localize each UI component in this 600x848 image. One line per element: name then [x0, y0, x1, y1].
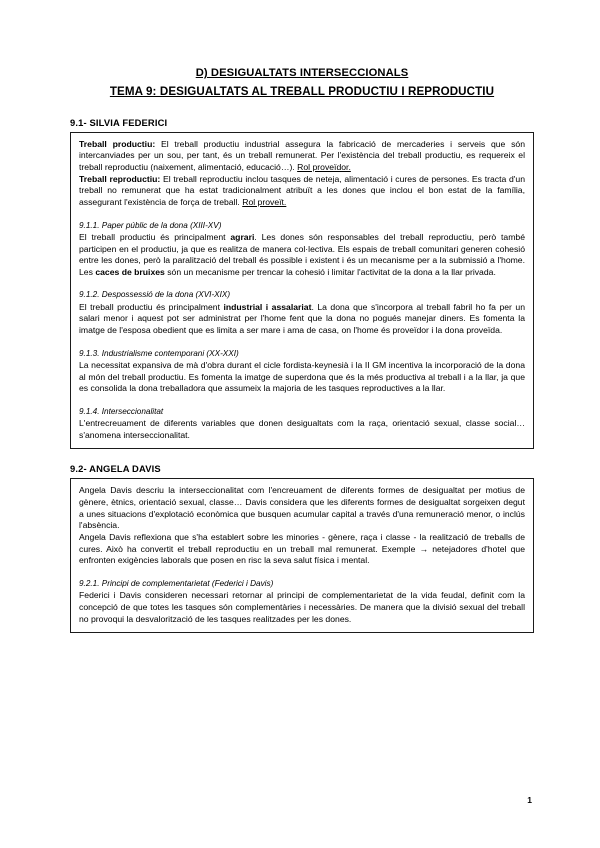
davis-paragraph-1: Angela Davis descriu la interseccionalitat com l'encreuament de diferents formes de desigualtat per motius de gènere, ètnics, orientació sexual, classe… Davis considera que les diferents formes de desigualtat sorgeixen degut a unes situacions d'explotació econòmica que busquen acumular capital a través d'una remuneració menor, o inclús l'absència. — [79, 485, 525, 531]
definition-productiu-underlined: Rol proveïdor. — [297, 162, 351, 173]
subsection-title-9-1-2: 9.1.2. Despossessió de la dona (XVI-XIX) — [79, 290, 231, 300]
subsection-9-1-1-bold-1: agrari — [230, 231, 255, 242]
subsection-body-9-2-1: Federici i Davis consideren necessari retornar al principi de complementarietat de la vida feudal, definit com la concepció de que totes les tasques són complementàries i necessàries. De manera que la divisió sexual del treball no provoqui la desvalorització de les tasques realitzades per les dones. — [79, 590, 525, 624]
section-heading-federici: 9.1- SILVIA FEDERICI — [70, 116, 168, 128]
subsection-body-9-1-1 — [79, 232, 525, 279]
document-title-line-2 — [70, 84, 534, 100]
davis-content-box — [70, 478, 534, 633]
subsection-9-1-2-text-2: . La dona que s'incorpora al treball fabril ho fa per un salari menor i aquest pot ser administrat per l'home fent que la dona no pogués manejar diners. Es fomenta la imatge de l'esposa obedient que es limita a ser mare i ama de casa, on l'home és proveïdor i la dona proveïda. — [79, 301, 525, 336]
definition-productiu-text: El treball productiu industrial assegura la fabricació de mercaderies i serveis que són intercanviades per un sou, per tant, és un treball remunerat. Per l'existència del treball productiu, es requereix el treball reproductiu (naixement, alimentació, educació…). — [79, 138, 526, 173]
subsection-9-1-2-text-1: El treball productiu és principalment — [79, 301, 224, 312]
subsection-title-9-1-3: 9.1.3. Industrialisme contemporani (XX-XXI) — [79, 348, 239, 358]
subsection-title-9-1-1: 9.1.1. Paper públic de la dona (XIII-XV) — [79, 220, 222, 230]
subsection-body-9-1-4: L'entrecreuament de diferents variables que donen desigualtats com la raça, orientació sexual, classe social… s'anomena interseccionalitat. — [79, 418, 525, 440]
definition-reproductiu-label: Treball reproductiu: — [79, 173, 161, 184]
document-title-line-2-text: TEMA 9: DESIGUALTATS AL TREBALL PRODUCTIU I REPRODUCTIU — [109, 85, 495, 99]
subsection-9-1-2-bold-1: industrial i assalariat — [223, 301, 312, 312]
subsection-9-1-1-bold-2: caces de bruixes — [95, 266, 165, 277]
davis-paragraph-2: Angela Davis reflexiona que s'ha establert sobre les minories - gènere, raça i classe - la realització de treballs de cures. Això ha convertit el treball reproductiu en un treball mal remunerat. Exemple → netejadores d'hotel que enfronten exigències laborals que posen en risc la seva salut física i mental. — [79, 532, 525, 566]
federici-content-box — [70, 132, 534, 450]
subsection-9-1-1-text-3: són un mecanisme per trencar la cohesió i limitar l'activitat de la dona a la llar privada. — [164, 266, 496, 277]
document-title-line-1 — [70, 66, 534, 81]
definition-productiu-label: Treball productiu: — [79, 138, 156, 149]
subsection-9-1-1-text-2: . Les dones són responsables del treball reproductiu, però també participen en el productiu, ja que es realitza de manera col·lectiva. Els espais de treball comunitari generen cohesió entre les dones, però la paralització del treball és possible i existent i és un mecanisme per a la submissió a l'home. Les — [79, 231, 525, 277]
subsection-title-9-1-4: 9.1.4. Interseccionalitat — [79, 406, 164, 416]
subsection-9-1-1-text-1: El treball productiu és principalment — [79, 231, 231, 242]
document-title-line-1-text: D) DESIGUALTATS INTERSECCIONALS — [195, 67, 409, 79]
definition-treball-productiu — [79, 139, 525, 174]
definition-reproductiu-text: El treball reproductiu inclou tasques de neteja, alimentació i cures de persones. Es tracta d'un treball no remunerat que ha estat tradicionalment atribuït a les dones que inclou el bon estat de la família, assegurant l'existència de força de treball. — [79, 173, 525, 207]
definition-reproductiu-underlined: Rol proveït. — [242, 196, 287, 207]
subsection-title-9-2-1: 9.2.1. Principi de complementarietat (Federici i Davis) — [79, 578, 274, 588]
page-number: 1 — [527, 795, 532, 805]
section-heading-davis: 9.2- ANGELA DAVIS — [70, 463, 161, 475]
subsection-body-9-1-3: La necessitat expansiva de mà d'obra durant el cicle fordista-keynesià i la II GM incentiva la incorporació de la dona al món del treball productiu. Es fomenta la imatge de superdona que és la més productiva al treball i a la llar, ja que es consolida la dona treballadora que assumeix la majoria de les tasques reproductives a la llar. — [79, 359, 525, 394]
definition-treball-reproductiu — [79, 174, 525, 209]
subsection-body-9-1-2 — [79, 302, 525, 337]
document-content — [70, 66, 534, 633]
